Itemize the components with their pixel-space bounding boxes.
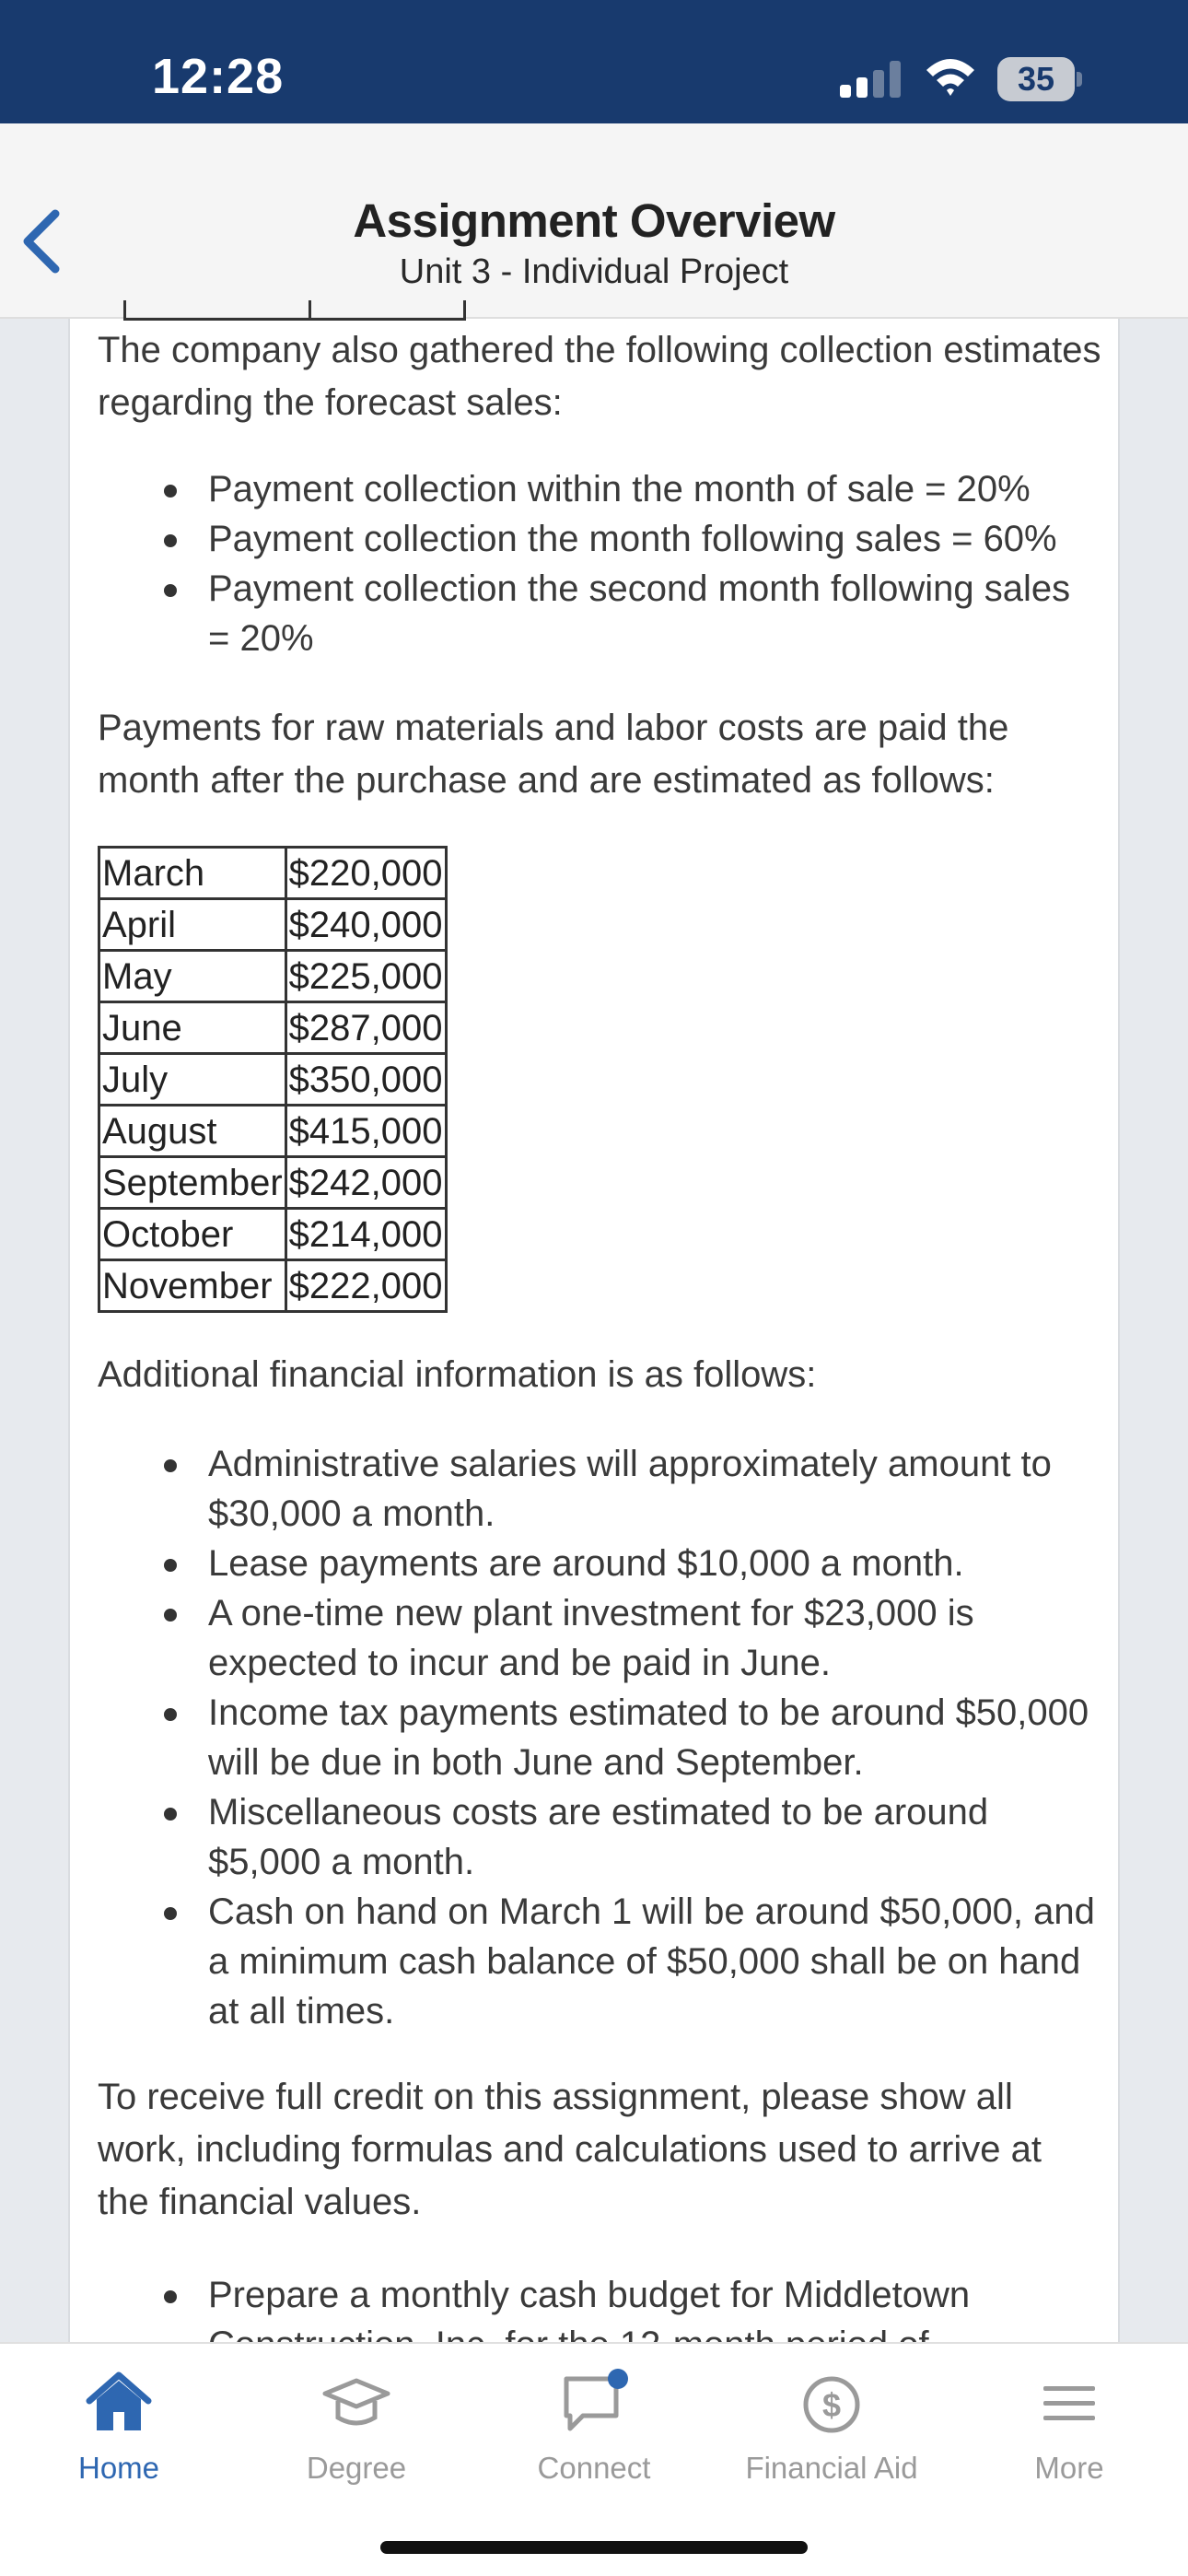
list-item: Cash on hand on March 1 will be around $50,000, and a minimum cash balance of $50,000 shall be on hand at all times. bbox=[98, 1887, 1101, 2036]
page-subtitle: Unit 3 - Individual Project bbox=[399, 252, 789, 291]
collection-bullets bbox=[98, 464, 1101, 663]
notification-dot bbox=[608, 2369, 628, 2389]
amount-cell: $287,000 bbox=[285, 1002, 446, 1054]
table-row bbox=[99, 1054, 447, 1106]
credit-note: To receive full credit on this assignment, please show all work, including formulas and calculations used to arrive at the financial values. bbox=[98, 2077, 1042, 2222]
table-row bbox=[99, 1209, 447, 1260]
dollar-icon bbox=[795, 2366, 868, 2440]
svg-text:$: $ bbox=[821, 2386, 842, 2424]
amount-cell: $222,000 bbox=[285, 1260, 446, 1312]
cellular-signal-icon bbox=[840, 61, 904, 98]
table-row bbox=[99, 1157, 447, 1209]
status-time: 12:28 bbox=[152, 49, 285, 104]
additional-intro: Additional financial information is as follows: bbox=[98, 1354, 817, 1395]
battery-icon bbox=[997, 57, 1082, 101]
list-item: A one-time new plant investment for $23,000 is expected to incur and be paid in June. bbox=[98, 1588, 1101, 1688]
chat-icon bbox=[557, 2366, 631, 2440]
nav-financial-aid[interactable] bbox=[713, 2344, 950, 2491]
nav-connect[interactable] bbox=[475, 2344, 713, 2491]
month-cell: June bbox=[99, 1002, 286, 1054]
home-indicator bbox=[380, 2541, 808, 2554]
status-bar bbox=[0, 0, 1188, 123]
month-cell: March bbox=[99, 848, 286, 899]
amount-cell: $220,000 bbox=[285, 848, 446, 899]
list-item: Miscellaneous costs are estimated to be around $5,000 a month. bbox=[98, 1787, 1101, 1887]
wifi-icon bbox=[923, 53, 978, 100]
table-row bbox=[99, 899, 447, 951]
payments-intro: Payments for raw materials and labor costs are paid the month after the purchase and are estimated as follows: bbox=[98, 708, 1009, 801]
month-cell: September bbox=[99, 1157, 286, 1209]
payments-table bbox=[98, 846, 448, 1313]
home-icon bbox=[82, 2366, 156, 2440]
nav-home-label: Home bbox=[77, 2451, 160, 2485]
month-cell: July bbox=[99, 1054, 286, 1106]
list-item: Prepare a monthly cash budget for Middletown bbox=[98, 2270, 1101, 2370]
table-row bbox=[99, 951, 447, 1002]
nav-degree[interactable] bbox=[238, 2344, 475, 2491]
assignment-content[interactable] bbox=[68, 319, 1120, 2342]
amount-cell: $415,000 bbox=[285, 1106, 446, 1157]
menu-icon bbox=[1032, 2366, 1106, 2440]
month-cell: April bbox=[99, 899, 286, 951]
table-row bbox=[99, 1260, 447, 1312]
list-item: Income tax payments estimated to be around $50,000 will be due in both June and September. bbox=[98, 1688, 1101, 1787]
amount-cell: $242,000 bbox=[285, 1157, 446, 1209]
amount-cell: $214,000 bbox=[285, 1209, 446, 1260]
nav-more-label: More bbox=[1034, 2451, 1104, 2485]
table-row bbox=[99, 1106, 447, 1157]
amount-cell: $350,000 bbox=[285, 1054, 446, 1106]
amount-cell: $225,000 bbox=[285, 951, 446, 1002]
list-item: Payment collection the second month following sales = 20% bbox=[98, 564, 1101, 663]
month-cell: October bbox=[99, 1209, 286, 1260]
nav-degree-label: Degree bbox=[306, 2451, 407, 2485]
nav-connect-label: Connect bbox=[537, 2451, 651, 2485]
month-cell: November bbox=[99, 1260, 286, 1312]
list-item: Administrative salaries will approximately amount to $30,000 a month. bbox=[98, 1439, 1101, 1539]
additional-bullets bbox=[98, 1439, 1101, 2036]
nav-financial-aid-label: Financial Aid bbox=[745, 2451, 918, 2485]
graduation-cap-icon bbox=[320, 2366, 393, 2440]
table-row bbox=[99, 848, 447, 899]
page-title: Assignment Overview bbox=[353, 194, 835, 247]
list-item: Payment collection within the month of sale = 20% bbox=[98, 464, 1101, 514]
month-cell: May bbox=[99, 951, 286, 1002]
list-item: Payment collection the month following sales = 60% bbox=[98, 514, 1101, 564]
battery-level: 35 bbox=[997, 57, 1075, 101]
amount-cell: $240,000 bbox=[285, 899, 446, 951]
table-edge bbox=[123, 300, 466, 321]
table-row bbox=[99, 1002, 447, 1054]
month-cell: August bbox=[99, 1106, 286, 1157]
nav-home[interactable] bbox=[0, 2344, 238, 2491]
collection-intro: The company also gathered the following collection estimates regarding the forecast sales: bbox=[98, 330, 1101, 423]
list-item: Lease payments are around $10,000 a month. bbox=[98, 1539, 1101, 1588]
nav-more[interactable] bbox=[950, 2344, 1188, 2491]
